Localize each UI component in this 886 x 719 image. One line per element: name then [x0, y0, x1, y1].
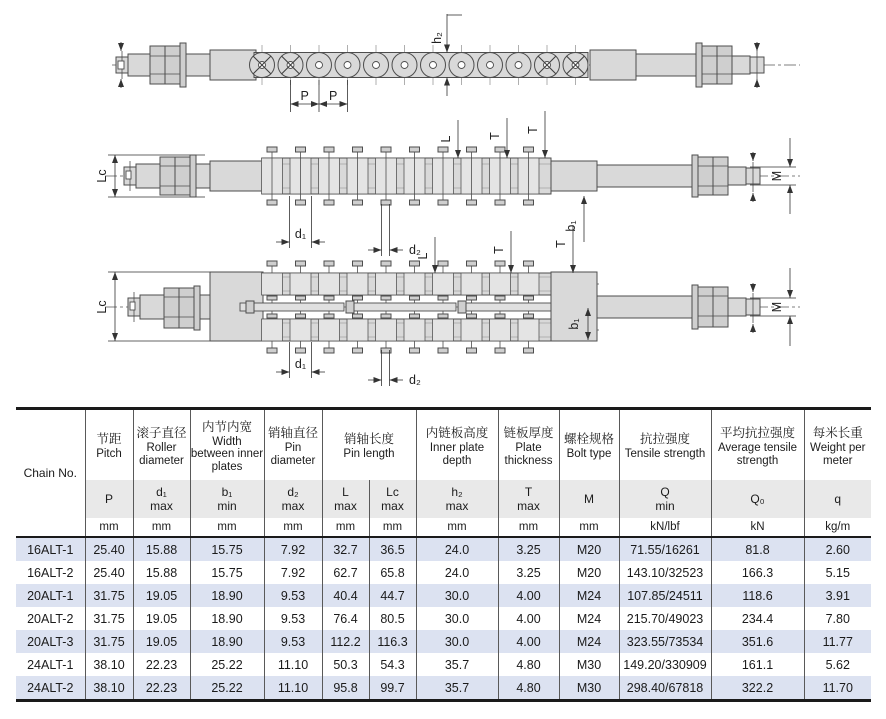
col-header-cn: 节距: [96, 432, 122, 447]
cell: 4.00: [498, 584, 559, 607]
symbol-d2: d₂ max: [264, 480, 322, 518]
col-header-cn: 内链板高度: [425, 425, 489, 440]
label-lc-duplex: Lc: [95, 300, 109, 314]
cell: 7.92: [264, 537, 322, 561]
unit-cell: mm: [133, 518, 190, 537]
cell: 71.55/16261: [619, 537, 711, 561]
label-m-simplex: M: [770, 170, 784, 182]
symbol-d1: d₁ max: [133, 480, 190, 518]
cell: 161.1: [711, 653, 804, 676]
cell: M24: [559, 607, 619, 630]
col-header-pitch: [85, 409, 133, 481]
cell: 322.2: [711, 676, 804, 701]
cell: 18.90: [190, 607, 264, 630]
col-header-cn: 销轴直径: [267, 425, 318, 440]
chain-no-cell: 20ALT-1: [16, 584, 85, 607]
chain-no-cell: 24ALT-1: [16, 653, 85, 676]
unit-cell: mm: [264, 518, 322, 537]
label-lc-simplex: Lc: [95, 169, 109, 183]
table-row: [16, 537, 871, 561]
cell: 25.40: [85, 537, 133, 561]
label-t2-simplex: T: [526, 126, 540, 134]
cell: 95.8: [322, 676, 369, 701]
cell: 116.3: [369, 630, 416, 653]
unit-cell: mm: [85, 518, 133, 537]
cell: 3.25: [498, 561, 559, 584]
unit-cell: kg/m: [804, 518, 871, 537]
col-header-en: Weight per meter: [810, 441, 866, 467]
cell: M24: [559, 584, 619, 607]
diagram-duplex-side-view: [95, 225, 800, 387]
cell: 15.75: [190, 561, 264, 584]
header-row-names: [16, 409, 871, 481]
symbol-h2: h₂ max: [416, 480, 498, 518]
cell: 36.5: [369, 537, 416, 561]
label-b1-duplex: b₁: [567, 318, 581, 330]
cell: 25.22: [190, 676, 264, 701]
col-header-bolt-type: [559, 409, 619, 481]
chain-no-cell: 20ALT-3: [16, 630, 85, 653]
label-d1-simplex: d₁: [294, 227, 307, 241]
unit-cell: mm: [559, 518, 619, 537]
col-header-plate-thickness: [498, 409, 559, 481]
cell: 31.75: [85, 630, 133, 653]
cell: 31.75: [85, 584, 133, 607]
cell: 5.15: [804, 561, 871, 584]
label-l-simplex: L: [439, 135, 453, 143]
cell: 9.53: [264, 584, 322, 607]
unit-cell: mm: [369, 518, 416, 537]
cell: 234.4: [711, 607, 804, 630]
cell: M20: [559, 561, 619, 584]
cell: 38.10: [85, 653, 133, 676]
cell: 143.10/32523: [619, 561, 711, 584]
table-row: [16, 630, 871, 653]
cell: M30: [559, 676, 619, 701]
header-row-units: [16, 518, 871, 537]
col-header-en: Bolt type: [566, 448, 612, 461]
cell: 22.23: [133, 653, 190, 676]
col-header-en: Inner plate depth: [429, 441, 485, 467]
label-m-duplex: M: [770, 301, 784, 313]
symbol-m: M: [559, 480, 619, 518]
label-t2-duplex: T: [554, 240, 568, 248]
symbol-p: P: [85, 480, 133, 518]
chain-no-cell: 16ALT-2: [16, 561, 85, 584]
cell: 22.23: [133, 676, 190, 701]
symbol-b1: b₁ min: [190, 480, 264, 518]
cell: 30.0: [416, 607, 498, 630]
cell: 7.80: [804, 607, 871, 630]
cell: 15.88: [133, 561, 190, 584]
col-header-cn: 抗拉强度: [639, 432, 690, 447]
cell: 4.00: [498, 630, 559, 653]
cell: 215.70/49023: [619, 607, 711, 630]
col-header-en: Width between inner plates: [190, 435, 264, 473]
col-header-cn: 平均抗拉强度: [719, 425, 795, 440]
cell: 24.0: [416, 561, 498, 584]
unit-cell: mm: [416, 518, 498, 537]
unit-cell: kN/lbf: [619, 518, 711, 537]
table-row: [16, 607, 871, 630]
col-header-weight-per-meter: [804, 409, 871, 481]
unit-cell: mm: [190, 518, 264, 537]
cell: 38.10: [85, 676, 133, 701]
cell: 4.80: [498, 653, 559, 676]
chain-no-cell: 16ALT-1: [16, 537, 85, 561]
symbol-t: T max: [498, 480, 559, 518]
chain-spec-table: [16, 407, 871, 702]
cell: 62.7: [322, 561, 369, 584]
symbol-q-weight: q: [804, 480, 871, 518]
chain-no-cell: 24ALT-2: [16, 676, 85, 701]
col-header-en: Pitch: [96, 448, 122, 461]
label-d1-duplex: d₁: [294, 357, 307, 371]
label-h2: h₂: [430, 32, 444, 44]
cell: 40.4: [322, 584, 369, 607]
symbol-q: Q min: [619, 480, 711, 518]
table-row: [16, 653, 871, 676]
cell: 32.7: [322, 537, 369, 561]
col-header-tensile-strength: [619, 409, 711, 481]
label-l-duplex: L: [416, 252, 430, 260]
col-header-cn: 销轴长度: [343, 432, 394, 447]
cell: 323.55/73534: [619, 630, 711, 653]
table-row: [16, 676, 871, 701]
cell: 18.90: [190, 630, 264, 653]
cell: 5.62: [804, 653, 871, 676]
cell: 3.25: [498, 537, 559, 561]
cell: 351.6: [711, 630, 804, 653]
table-row: [16, 561, 871, 584]
cell: 15.88: [133, 537, 190, 561]
cell: 54.3: [369, 653, 416, 676]
cell: 99.7: [369, 676, 416, 701]
label-t1-simplex: T: [488, 132, 502, 140]
cell: 81.8: [711, 537, 804, 561]
symbol-q0: Q₀: [711, 480, 804, 518]
col-header-pin-diameter: [264, 409, 322, 481]
cell: 298.40/67818: [619, 676, 711, 701]
symbol-l: L max: [322, 480, 369, 518]
cell: 18.90: [190, 584, 264, 607]
cell: 44.7: [369, 584, 416, 607]
cell: 2.60: [804, 537, 871, 561]
col-header-inner-plate-depth: [416, 409, 498, 481]
diagram-plan-view: [112, 14, 800, 112]
cell: 4.80: [498, 676, 559, 701]
col-header-en: Plate thickness: [504, 441, 553, 467]
cell: 7.92: [264, 561, 322, 584]
cell: 11.10: [264, 653, 322, 676]
col-header-en: Average tensile strength: [717, 441, 798, 467]
unit-cell: mm: [498, 518, 559, 537]
col-header-cn: 螺栓规格: [563, 432, 614, 447]
cell: 30.0: [416, 630, 498, 653]
cell: 15.75: [190, 537, 264, 561]
table-row: [16, 584, 871, 607]
col-header-en: Pin diameter: [270, 441, 316, 467]
cell: 3.91: [804, 584, 871, 607]
label-d2-duplex: d₂: [409, 373, 421, 387]
cell: 76.4: [322, 607, 369, 630]
header-row-symbols: [16, 480, 871, 518]
col-header-avg-tensile-strength: [711, 409, 804, 481]
label-pitch-2: P: [329, 89, 338, 103]
col-header-cn: 每米长重: [812, 425, 863, 440]
col-header-en: Tensile strength: [624, 448, 706, 461]
label-d2-simplex: d₂: [409, 243, 421, 257]
cell: 25.22: [190, 653, 264, 676]
col-header-cn: 内节内宽: [201, 419, 252, 434]
cell: M24: [559, 630, 619, 653]
cell: 31.75: [85, 607, 133, 630]
col-header-inner-width: [190, 409, 264, 481]
col-header-roller-diameter: [133, 409, 190, 481]
cell: 35.7: [416, 676, 498, 701]
cell: 11.77: [804, 630, 871, 653]
col-header-pin-length: [322, 409, 416, 481]
cell: 9.53: [264, 630, 322, 653]
col-header-cn: 滚子直径: [136, 425, 187, 440]
col-header-cn: 链板厚度: [503, 425, 554, 440]
label-t1-duplex: T: [492, 246, 506, 254]
cell: 9.53: [264, 607, 322, 630]
cell: 118.6: [711, 584, 804, 607]
unit-cell: mm: [322, 518, 369, 537]
cell: 166.3: [711, 561, 804, 584]
cell: 65.8: [369, 561, 416, 584]
cell: 107.85/24511: [619, 584, 711, 607]
cell: 80.5: [369, 607, 416, 630]
label-pitch-1: P: [300, 89, 309, 103]
label-b1-simplex: b₁: [564, 220, 578, 232]
cell: 149.20/330909: [619, 653, 711, 676]
cell: 25.40: [85, 561, 133, 584]
cell: 11.70: [804, 676, 871, 701]
col-header-en: Roller diameter: [139, 441, 184, 467]
unit-cell: kN: [711, 518, 804, 537]
cell: 50.3: [322, 653, 369, 676]
col-header-en: Pin length: [343, 448, 395, 461]
cell: 24.0: [416, 537, 498, 561]
cell: M30: [559, 653, 619, 676]
cell: 19.05: [133, 630, 190, 653]
symbol-lc: Lc max: [369, 480, 416, 518]
cell: 35.7: [416, 653, 498, 676]
diagram-simplex-side-view: [95, 111, 800, 260]
cell: 19.05: [133, 584, 190, 607]
cell: 30.0: [416, 584, 498, 607]
cell: 19.05: [133, 607, 190, 630]
cell: 112.2: [322, 630, 369, 653]
cell: M20: [559, 537, 619, 561]
chain-no-header: Chain No.: [16, 409, 85, 538]
chain-no-cell: 20ALT-2: [16, 607, 85, 630]
cell: 11.10: [264, 676, 322, 701]
cell: 4.00: [498, 607, 559, 630]
